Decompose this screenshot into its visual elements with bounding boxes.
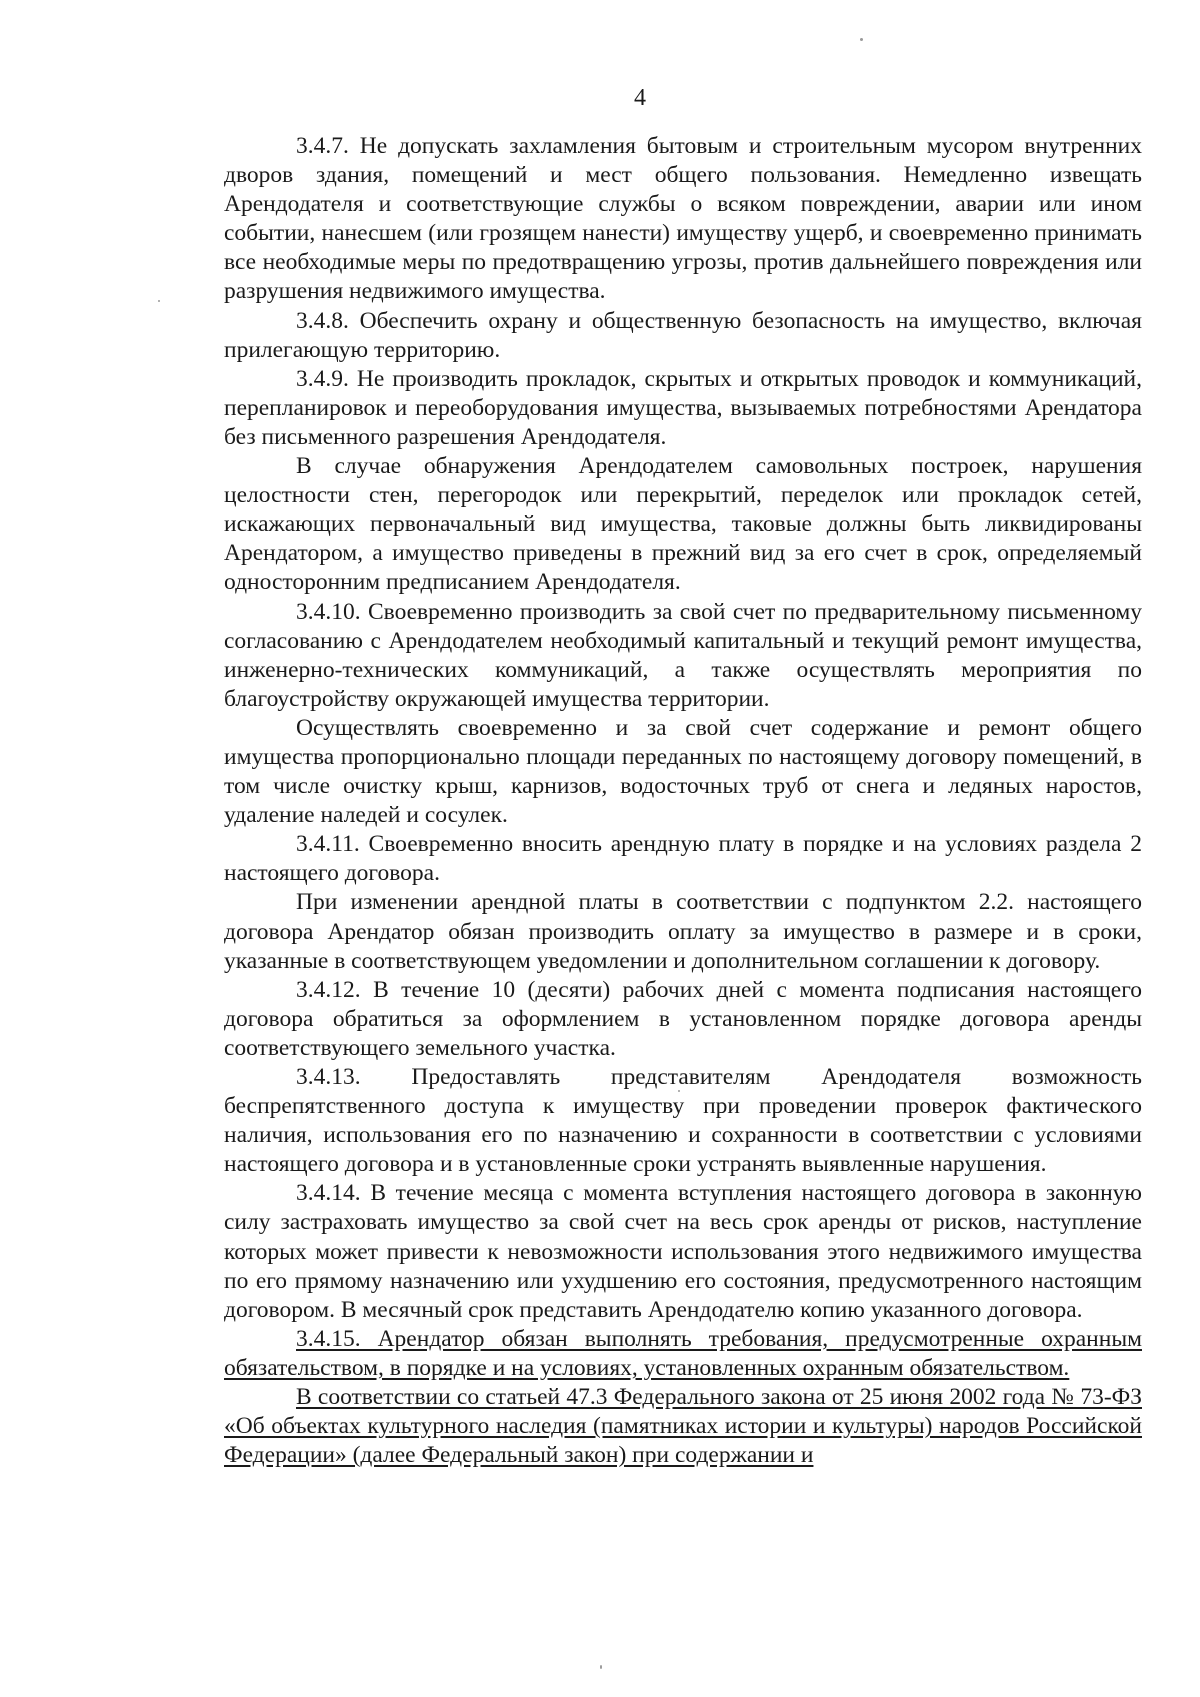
clause-3-4-7: 3.4.7. Не допускать захламления бытовым и строительным мусором внутренних дворов здания, помещений и мест общего пользования. Немедленно извещать Арендодателя и соответствующие службы о всяком повреждении, аварии или ином событии, нанесшем (или грозящем нанести) имуществу ущерб, и своевременно принимать все необходимые меры по предотвращению угрозы, против дальнейшего повреждения или разрушения недвижимого имущества. — [224, 133, 1142, 305]
page-number: 4 — [634, 85, 646, 111]
clause-3-4-15: 3.4.15. Арендатор обязан выполнять требования, предусмотренные охранным обязательством, в порядке и на условиях, установленных охранным обязательством. — [224, 1325, 1142, 1381]
scan-speck — [158, 300, 160, 302]
clause-3-4-9: 3.4.9. Не производить прокладок, скрытых и открытых проводок и коммуникаций, перепланировок и переоборудования имущества, вызываемых потребностями Арендатора без письменного разрешения Арендодателя. — [224, 365, 1142, 450]
clause-3-4-14: 3.4.14. В течение месяца с момента вступления настоящего договора в законную силу застраховать имущество за свой счет на весь срок аренды от рисков, наступление которых может привести к невозможности использования этого недвижимого имущества по его прямому назначению или ухудшению его состояния, предусмотренного настоящим договором. В месячный срок представить Арендодателю копию указанного договора. — [224, 1180, 1142, 1323]
scan-speck — [678, 1090, 680, 1092]
clause-3-4-9-unauthorized-construction: В случае обнаружения Арендодателем самовольных построек, нарушения целостности стен, перегородок или перекрытий, переделок или прокладок сетей, искажающих первоначальный вид имущества, таковые должны быть ликвидированы Арендатором, а имущество приведены в прежний вид за его счет в срок, определяемый односторонним предписанием Арендодателя. — [224, 453, 1142, 596]
document-body — [224, 132, 1142, 1470]
clause-3-4-11-rent-change: При изменении арендной платы в соответствии с подпунктом 2.2. настоящего договора Арендатор обязан производить оплату за имущество в размере и в сроки, указанные в соответствующем уведомлении и дополнительном соглашении к договору. — [224, 889, 1142, 974]
scan-speck — [860, 38, 863, 41]
scan-speck — [600, 1665, 602, 1669]
clause-3-4-10-common-property: Осуществлять своевременно и за свой счет содержание и ремонт общего имущества пропорционально площади переданных по настоящему договору помещений, в том числе очистку крыш, карнизов, водосточных труб от снега и ледяных наростов, удаление наледей и сосулек. — [224, 714, 1142, 829]
clause-3-4-10: 3.4.10. Своевременно производить за свой счет по предварительному письменному согласованию с Арендодателем необходимый капитальный и текущий ремонт имущества, инженерно-технических коммуникаций, а также осуществлять мероприятия по благоустройству окружающей имущества территории. — [224, 598, 1142, 712]
clause-3-4-13: 3.4.13. Предоставлять представителям Арендодателя возможность беспрепятственного доступа к имуществу при проведении проверок фактического наличия, использования его по назначению и сохранности в соответствии с условиями настоящего договора и в установленные сроки устранять выявленные нарушения. — [224, 1064, 1142, 1178]
clause-federal-law-reference: В соответствии со статьей 47.3 Федерального закона от 25 июня 2002 года № 73-ФЗ «Об объектах культурного наследия (памятниках истории и культуры) народов Российской Федерации» (далее Федеральный закон) при содержании и — [224, 1384, 1142, 1469]
clause-3-4-12: 3.4.12. В течение 10 (десяти) рабочих дней с момента подписания настоящего договора обратиться за оформлением в установленном порядке договора аренды соответствующего земельного участка. — [224, 976, 1142, 1061]
clause-3-4-11: 3.4.11. Своевременно вносить арендную плату в порядке и на условиях раздела 2 настоящего договора. — [224, 831, 1142, 887]
clause-3-4-8: 3.4.8. Обеспечить охрану и общественную безопасность на имущество, включая прилегающую территорию. — [224, 307, 1142, 363]
